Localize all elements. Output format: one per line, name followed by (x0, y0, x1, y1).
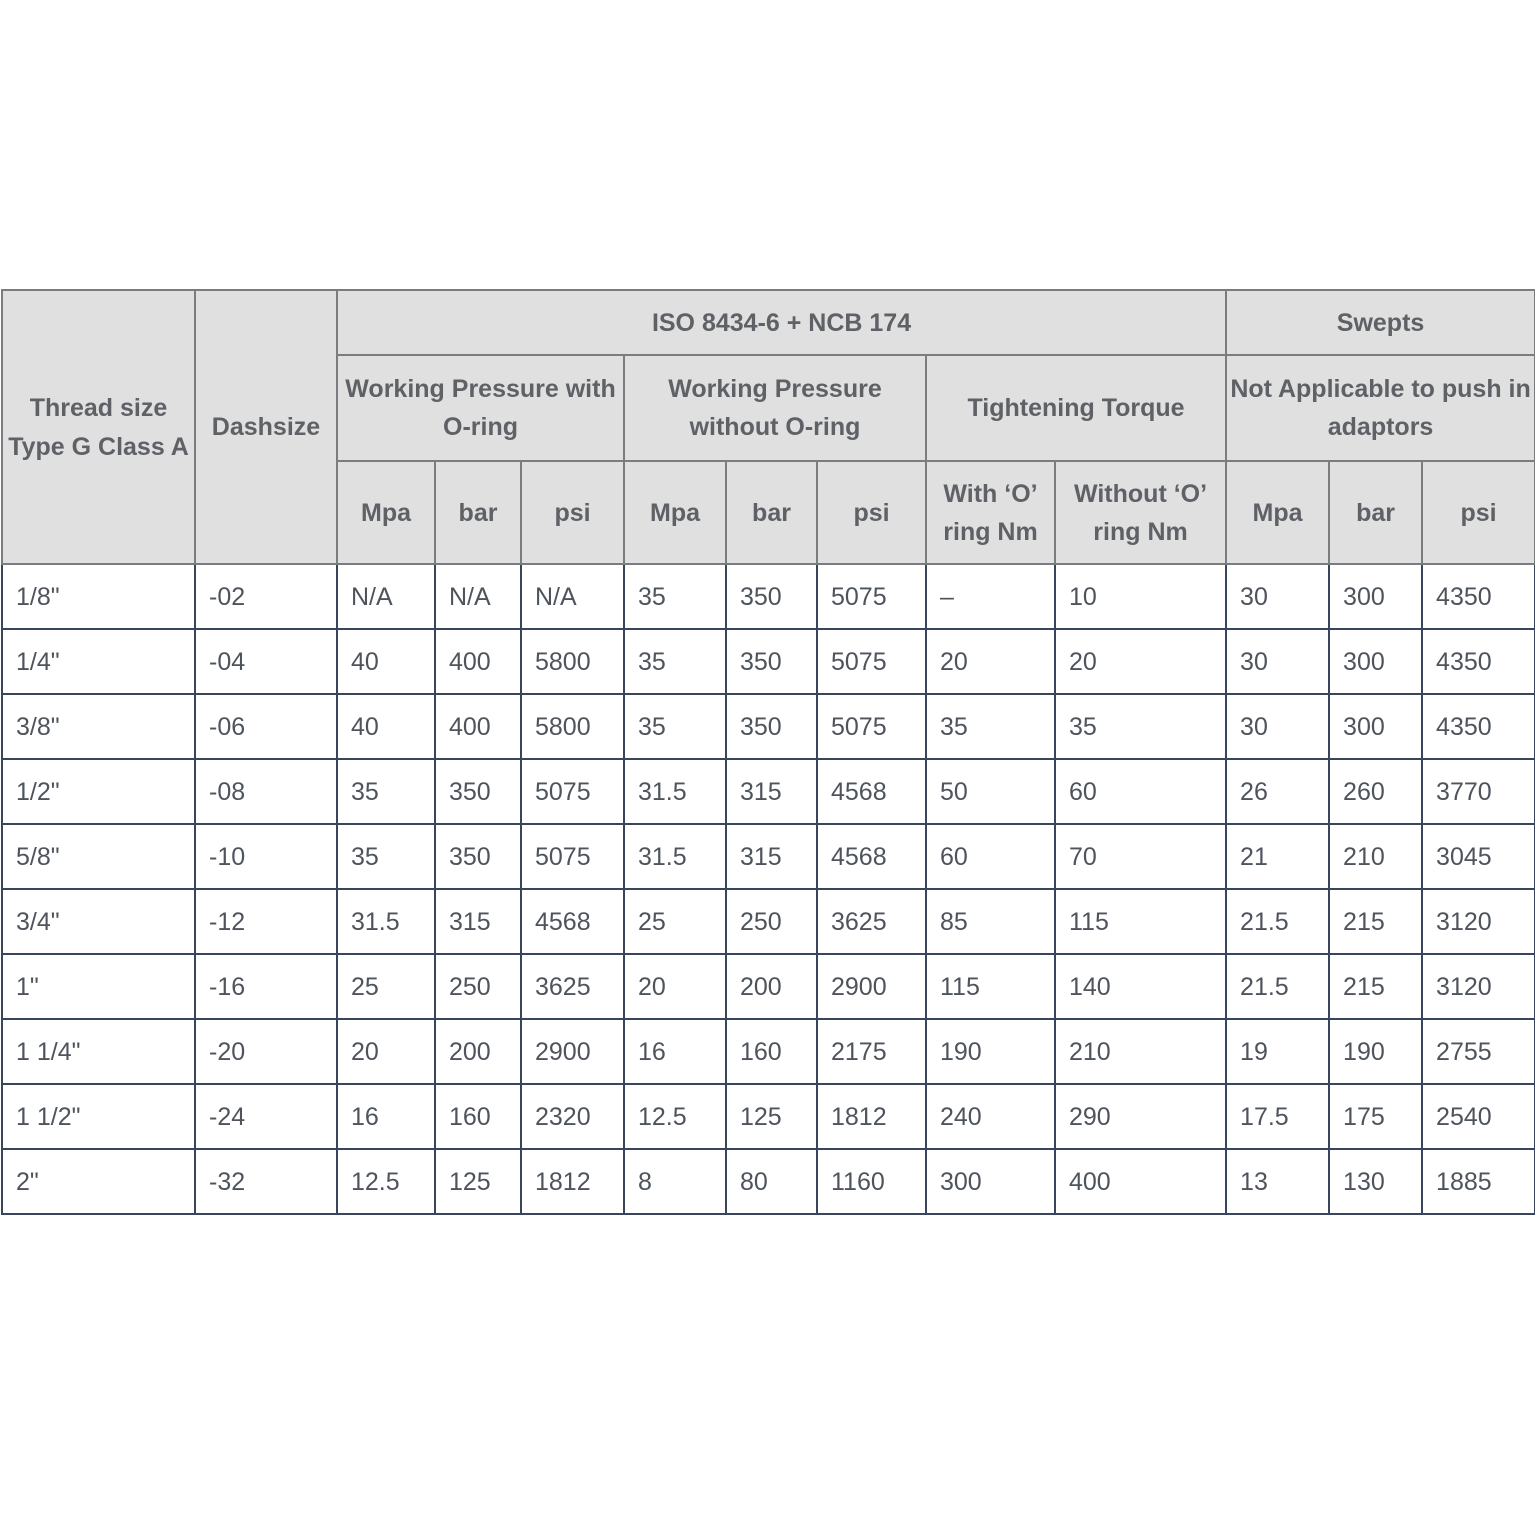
cell-wp-without-bar: 80 (726, 1149, 817, 1214)
cell-wp-without-bar: 315 (726, 759, 817, 824)
cell-wp-with-mpa: 25 (337, 954, 435, 1019)
cell-wp-with-mpa: 31.5 (337, 889, 435, 954)
cell-wp-with-psi: 5075 (521, 759, 624, 824)
header-wp-without-oring: Working Pressure without O-ring (624, 355, 926, 461)
header-unit-bar: bar (726, 461, 817, 564)
cell-wp-without-psi: 4568 (817, 824, 926, 889)
cell-wp-with-mpa: 16 (337, 1084, 435, 1149)
cell-torque-with: 300 (926, 1149, 1055, 1214)
cell-torque-without: 60 (1055, 759, 1226, 824)
cell-dashsize: -12 (195, 889, 337, 954)
header-unit-psi: psi (817, 461, 926, 564)
cell-swepts-bar: 215 (1329, 954, 1422, 1019)
cell-torque-without: 400 (1055, 1149, 1226, 1214)
cell-wp-without-mpa: 20 (624, 954, 726, 1019)
cell-swepts-bar: 300 (1329, 564, 1422, 629)
cell-swepts-bar: 215 (1329, 889, 1422, 954)
cell-wp-without-psi: 5075 (817, 564, 926, 629)
cell-wp-without-mpa: 31.5 (624, 824, 726, 889)
cell-torque-without: 115 (1055, 889, 1226, 954)
cell-thread-size: 3/4" (2, 889, 195, 954)
cell-swepts-mpa: 30 (1226, 629, 1329, 694)
cell-thread-size: 1/4" (2, 629, 195, 694)
cell-swepts-psi: 3770 (1422, 759, 1535, 824)
cell-wp-with-psi: 2320 (521, 1084, 624, 1149)
cell-torque-without: 70 (1055, 824, 1226, 889)
cell-swepts-bar: 210 (1329, 824, 1422, 889)
cell-swepts-mpa: 21.5 (1226, 889, 1329, 954)
cell-swepts-bar: 260 (1329, 759, 1422, 824)
cell-wp-without-psi: 4568 (817, 759, 926, 824)
table-row (2, 889, 1535, 954)
cell-thread-size: 1" (2, 954, 195, 1019)
cell-wp-with-mpa: N/A (337, 564, 435, 629)
cell-wp-with-bar: 250 (435, 954, 521, 1019)
cell-wp-with-psi: 2900 (521, 1019, 624, 1084)
cell-swepts-mpa: 13 (1226, 1149, 1329, 1214)
cell-swepts-psi: 4350 (1422, 629, 1535, 694)
header-unit-mpa: Mpa (337, 461, 435, 564)
cell-wp-with-psi: 5075 (521, 824, 624, 889)
cell-wp-without-psi: 5075 (817, 694, 926, 759)
cell-swepts-mpa: 30 (1226, 564, 1329, 629)
table-row (2, 759, 1535, 824)
header-unit-without-oring-nm: Without ‘O’ ring Nm (1055, 461, 1226, 564)
cell-dashsize: -02 (195, 564, 337, 629)
cell-swepts-bar: 130 (1329, 1149, 1422, 1214)
cell-wp-without-mpa: 35 (624, 629, 726, 694)
thread-pressure-spec-table (1, 289, 1535, 1215)
cell-torque-with: 60 (926, 824, 1055, 889)
cell-wp-with-psi: 5800 (521, 694, 624, 759)
cell-thread-size: 1/8" (2, 564, 195, 629)
header-row-groups (2, 290, 1535, 355)
cell-torque-without: 35 (1055, 694, 1226, 759)
cell-wp-with-mpa: 12.5 (337, 1149, 435, 1214)
cell-swepts-bar: 300 (1329, 629, 1422, 694)
header-not-applicable: Not Applicable to push in adaptors (1226, 355, 1535, 461)
cell-wp-without-psi: 2175 (817, 1019, 926, 1084)
cell-wp-with-bar: 400 (435, 629, 521, 694)
table-row (2, 564, 1535, 629)
cell-wp-without-bar: 350 (726, 564, 817, 629)
cell-wp-without-mpa: 35 (624, 564, 726, 629)
cell-thread-size: 1 1/2" (2, 1084, 195, 1149)
header-tightening-torque: Tightening Torque (926, 355, 1226, 461)
cell-dashsize: -04 (195, 629, 337, 694)
header-unit-bar: bar (1329, 461, 1422, 564)
table-body (2, 564, 1535, 1214)
cell-swepts-psi: 2755 (1422, 1019, 1535, 1084)
cell-swepts-psi: 3120 (1422, 889, 1535, 954)
header-dashsize: Dashsize (195, 290, 337, 564)
header-unit-bar: bar (435, 461, 521, 564)
header-swepts-group: Swepts (1226, 290, 1535, 355)
cell-wp-with-mpa: 35 (337, 759, 435, 824)
cell-dashsize: -16 (195, 954, 337, 1019)
table-row (2, 1019, 1535, 1084)
table-row (2, 1084, 1535, 1149)
cell-wp-without-bar: 315 (726, 824, 817, 889)
cell-swepts-psi: 1885 (1422, 1149, 1535, 1214)
cell-torque-without: 20 (1055, 629, 1226, 694)
cell-dashsize: -06 (195, 694, 337, 759)
cell-wp-with-bar: 315 (435, 889, 521, 954)
cell-dashsize: -20 (195, 1019, 337, 1084)
cell-wp-with-bar: 160 (435, 1084, 521, 1149)
cell-torque-with: 115 (926, 954, 1055, 1019)
header-wp-with-oring: Working Pressure with O-ring (337, 355, 624, 461)
cell-wp-without-bar: 125 (726, 1084, 817, 1149)
cell-swepts-psi: 3045 (1422, 824, 1535, 889)
table-row (2, 824, 1535, 889)
cell-swepts-psi: 4350 (1422, 564, 1535, 629)
header-unit-psi: psi (1422, 461, 1535, 564)
cell-torque-without: 10 (1055, 564, 1226, 629)
table-header (2, 290, 1535, 564)
cell-wp-without-mpa: 12.5 (624, 1084, 726, 1149)
cell-wp-without-psi: 3625 (817, 889, 926, 954)
header-unit-with-oring-nm: With ‘O’ ring Nm (926, 461, 1055, 564)
cell-wp-without-bar: 200 (726, 954, 817, 1019)
cell-wp-with-psi: N/A (521, 564, 624, 629)
cell-torque-without: 290 (1055, 1084, 1226, 1149)
cell-wp-with-bar: 200 (435, 1019, 521, 1084)
cell-swepts-psi: 4350 (1422, 694, 1535, 759)
cell-wp-without-mpa: 25 (624, 889, 726, 954)
cell-wp-without-psi: 5075 (817, 629, 926, 694)
cell-swepts-mpa: 30 (1226, 694, 1329, 759)
cell-wp-with-bar: N/A (435, 564, 521, 629)
cell-swepts-psi: 3120 (1422, 954, 1535, 1019)
cell-wp-with-mpa: 40 (337, 694, 435, 759)
cell-swepts-psi: 2540 (1422, 1084, 1535, 1149)
cell-torque-with: 20 (926, 629, 1055, 694)
cell-wp-without-bar: 350 (726, 629, 817, 694)
cell-swepts-mpa: 26 (1226, 759, 1329, 824)
cell-wp-without-psi: 1160 (817, 1149, 926, 1214)
cell-torque-with: 190 (926, 1019, 1055, 1084)
cell-swepts-mpa: 21 (1226, 824, 1329, 889)
cell-wp-without-mpa: 8 (624, 1149, 726, 1214)
header-unit-psi: psi (521, 461, 624, 564)
cell-wp-without-psi: 1812 (817, 1084, 926, 1149)
cell-wp-with-psi: 3625 (521, 954, 624, 1019)
table-row (2, 1149, 1535, 1214)
cell-swepts-bar: 300 (1329, 694, 1422, 759)
cell-wp-with-psi: 1812 (521, 1149, 624, 1214)
cell-torque-without: 210 (1055, 1019, 1226, 1084)
cell-wp-with-mpa: 40 (337, 629, 435, 694)
spec-table-container (1, 289, 1534, 1215)
cell-wp-without-bar: 350 (726, 694, 817, 759)
header-unit-mpa: Mpa (624, 461, 726, 564)
header-iso-group: ISO 8434-6 + NCB 174 (337, 290, 1226, 355)
cell-torque-without: 140 (1055, 954, 1226, 1019)
cell-wp-without-mpa: 35 (624, 694, 726, 759)
cell-thread-size: 3/8" (2, 694, 195, 759)
cell-swepts-mpa: 21.5 (1226, 954, 1329, 1019)
cell-torque-with: – (926, 564, 1055, 629)
cell-wp-without-psi: 2900 (817, 954, 926, 1019)
cell-wp-with-mpa: 20 (337, 1019, 435, 1084)
cell-wp-with-psi: 5800 (521, 629, 624, 694)
cell-wp-with-psi: 4568 (521, 889, 624, 954)
cell-wp-with-bar: 125 (435, 1149, 521, 1214)
cell-torque-with: 35 (926, 694, 1055, 759)
cell-thread-size: 5/8" (2, 824, 195, 889)
cell-dashsize: -10 (195, 824, 337, 889)
cell-thread-size: 1 1/4" (2, 1019, 195, 1084)
cell-wp-without-mpa: 16 (624, 1019, 726, 1084)
cell-torque-with: 85 (926, 889, 1055, 954)
cell-swepts-bar: 175 (1329, 1084, 1422, 1149)
table-row (2, 629, 1535, 694)
cell-swepts-bar: 190 (1329, 1019, 1422, 1084)
cell-dashsize: -24 (195, 1084, 337, 1149)
cell-swepts-mpa: 17.5 (1226, 1084, 1329, 1149)
cell-wp-with-bar: 350 (435, 759, 521, 824)
header-thread-size: Thread size Type G Class A (2, 290, 195, 564)
cell-swepts-mpa: 19 (1226, 1019, 1329, 1084)
cell-wp-without-mpa: 31.5 (624, 759, 726, 824)
table-row (2, 954, 1535, 1019)
cell-wp-with-bar: 400 (435, 694, 521, 759)
cell-wp-with-bar: 350 (435, 824, 521, 889)
cell-dashsize: -32 (195, 1149, 337, 1214)
cell-thread-size: 1/2" (2, 759, 195, 824)
cell-dashsize: -08 (195, 759, 337, 824)
header-unit-mpa: Mpa (1226, 461, 1329, 564)
cell-wp-without-bar: 160 (726, 1019, 817, 1084)
cell-wp-without-bar: 250 (726, 889, 817, 954)
cell-wp-with-mpa: 35 (337, 824, 435, 889)
cell-torque-with: 240 (926, 1084, 1055, 1149)
cell-thread-size: 2" (2, 1149, 195, 1214)
cell-torque-with: 50 (926, 759, 1055, 824)
table-row (2, 694, 1535, 759)
